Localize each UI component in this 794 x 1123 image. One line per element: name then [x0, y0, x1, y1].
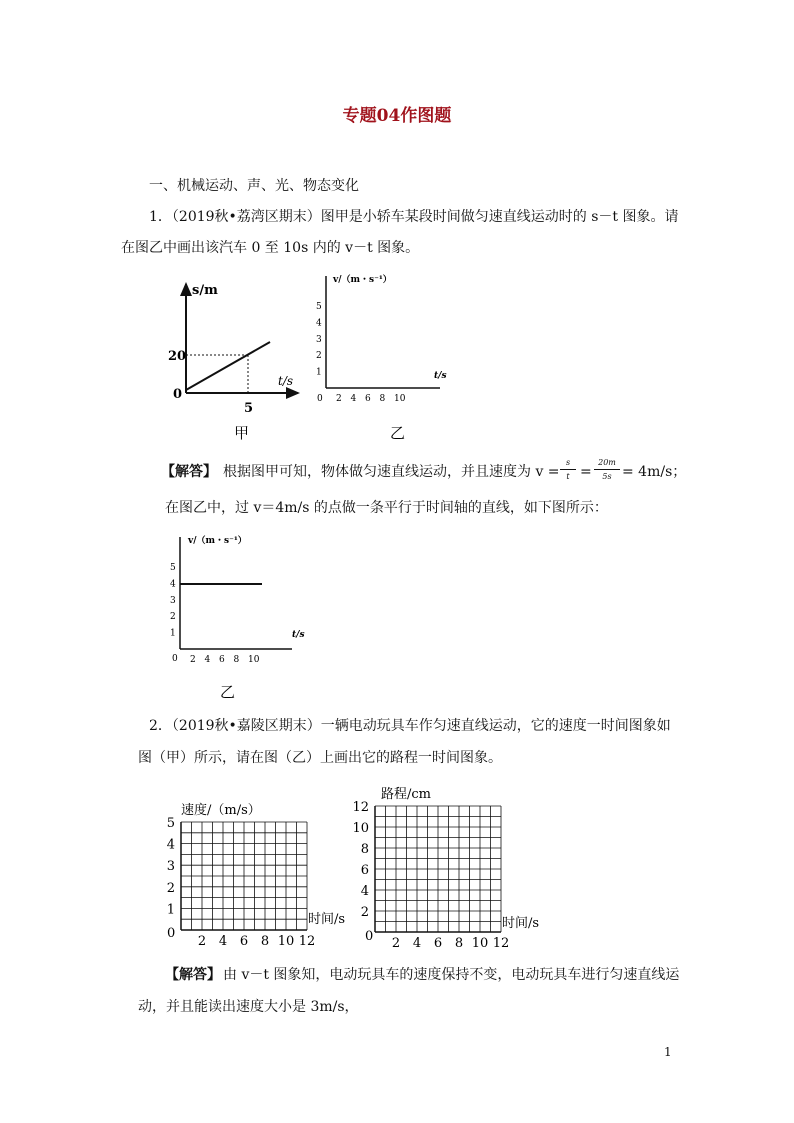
q1-eq-sign: =	[580, 464, 592, 480]
q2-figure-yi	[352, 787, 539, 951]
q2-jia-ytick-5: 5	[166, 816, 175, 831]
q2-yi-xlabel: 时间/s	[502, 916, 540, 931]
q1-jia-caption: 甲	[234, 424, 250, 442]
q2-jia-xlabel: 时间/s	[308, 912, 346, 927]
q2-yi-xtick-4: 4	[412, 936, 422, 951]
q1-yi-xtick-6: 6	[365, 394, 371, 404]
q2-figure-jia	[167, 802, 345, 949]
q2-jia-ytick-4: 4	[166, 837, 175, 853]
q1-ans-xtick-10: 10	[248, 655, 260, 665]
q1-jia-xtick: 5	[244, 401, 254, 416]
q2-yi-ytick-4: 4	[360, 884, 369, 899]
q2-jia-ytick-2: 2	[166, 880, 175, 896]
q1-yi-xtick-4: 4	[350, 394, 357, 404]
q1-jia-xlabel: t/s	[278, 374, 294, 388]
q1-ans-xtick-4: 4	[204, 655, 211, 665]
q1-yi-ytick-4: 4	[316, 318, 322, 329]
q1-answer-line2: 在图乙中，过 v＝4m/s 的点做一条平行于时间轴的直线，如下图所示：	[165, 500, 608, 516]
frac1-num: s	[565, 458, 571, 467]
q1-text-line2: 在图乙中画出该汽车 0 至 10s 内的 v－t 图象。	[121, 240, 420, 256]
q1-yi-xtick-8: 8	[379, 394, 386, 404]
q2-yi-ytick-12: 12	[352, 800, 369, 815]
q1-ans-ytick-1: 1	[170, 628, 176, 639]
q1-ans-ytick-3: 3	[170, 595, 176, 606]
q2-yi-xtick-6: 6	[433, 936, 443, 951]
q2-yi-ylabel: 路程/cm	[381, 787, 431, 802]
q2-jia-ytick-1: 1	[166, 902, 175, 918]
frac1-den: t	[560, 469, 576, 483]
frac2-den: 5s	[594, 469, 620, 483]
q2-jia-xtick-8: 8	[260, 934, 270, 949]
q1-answer-tag: 【解答】	[161, 464, 217, 480]
q1-yi-ylabel: v/（m・s⁻¹）	[333, 275, 392, 285]
q2-jia-ylabel: 速度/（m/s）	[181, 803, 261, 818]
q1-yi-ytick-5: 5	[316, 302, 322, 312]
q1-jia-origin: 0	[173, 387, 183, 402]
q2-text-line1: 2．（2019秋•嘉陵区期末）一辆电动玩具车作匀速直线运动，它的速度一时间图象如	[149, 718, 671, 734]
q2-yi-xtick-8: 8	[454, 936, 464, 951]
q1-ans-xlabel: t/s	[292, 630, 305, 640]
q1-ans-origin: 0	[172, 654, 178, 664]
doc-title: 专题04作图题	[342, 106, 452, 126]
q1-ans-caption: 乙	[220, 683, 236, 701]
q2-yi-ytick-10: 10	[352, 821, 369, 836]
q1-text-line1: 1．（2019秋•荔湾区期末）图甲是小轿车某段时间做匀速直线运动时的 s－t 图象。请	[149, 209, 679, 225]
q1-ans-ytick-5: 5	[170, 563, 176, 573]
q2-jia-xtick-12: 12	[298, 934, 316, 949]
q1-ans-xtick-2: 2	[190, 655, 196, 665]
q1-yi-xlabel: t/s	[434, 371, 447, 381]
q1-yi-ytick-1: 1	[316, 367, 322, 378]
q2-answer-line1: 由 v－t 图象知，电动玩具车的速度保持不变，电动玩具车进行匀速直线运	[223, 967, 680, 983]
q2-answer-line2: 动，并且能读出速度大小是 3m/s，	[138, 999, 359, 1015]
q2-jia-xtick-6: 6	[239, 934, 249, 949]
q1-yi-xtick-2: 2	[336, 394, 342, 404]
q2-yi-ytick-6: 6	[360, 863, 369, 878]
q2-yi-ytick-2: 2	[360, 905, 369, 920]
q1-jia-ylabel: s/m	[192, 283, 218, 298]
q2-yi-xtick-10: 10	[471, 936, 489, 951]
q1-yi-ytick-2: 2	[316, 351, 322, 362]
q1-yi-caption: 乙	[390, 424, 406, 442]
q1-answer-line1: 根据图甲可知，物体做匀速直线运动，并且速度为 v =	[223, 464, 560, 480]
q1-ans-xtick-6: 6	[219, 655, 225, 665]
q2-jia-origin: 0	[167, 926, 176, 941]
q1-ans-xtick-8: 8	[233, 655, 240, 665]
q2-jia-xtick-2: 2	[197, 934, 207, 949]
page-number: 1	[664, 1045, 672, 1059]
q1-ans-ytick-2: 2	[170, 612, 176, 623]
q2-yi-origin: 0	[365, 929, 374, 944]
q2-answer-tag: 【解答】	[165, 967, 221, 983]
q1-jia-ytick: 20	[168, 349, 187, 364]
q1-answer-line1-post: = 4m/s；	[622, 464, 687, 480]
q1-ans-ytick-4: 4	[170, 579, 176, 590]
q1-yi-origin: 0	[317, 394, 323, 404]
q2-jia-ytick-3: 3	[166, 859, 175, 875]
q2-yi-ytick-8: 8	[360, 842, 369, 857]
q2-text-line2: 图（甲）所示，请在图（乙）上画出它的路程一时间图象。	[138, 750, 502, 766]
frac2-num: 20m	[598, 458, 616, 467]
q1-yi-xtick-10: 10	[394, 394, 406, 404]
q2-jia-xtick-4: 4	[218, 934, 228, 949]
q2-jia-xtick-10: 10	[277, 934, 295, 949]
q2-yi-xtick-12: 12	[492, 936, 510, 951]
q1-yi-ytick-3: 3	[316, 334, 322, 345]
q1-ans-ylabel: v/（m・s⁻¹）	[188, 536, 247, 546]
q2-yi-xtick-2: 2	[391, 936, 401, 951]
section-heading: 一、机械运动、声、光、物态变化	[149, 178, 359, 194]
